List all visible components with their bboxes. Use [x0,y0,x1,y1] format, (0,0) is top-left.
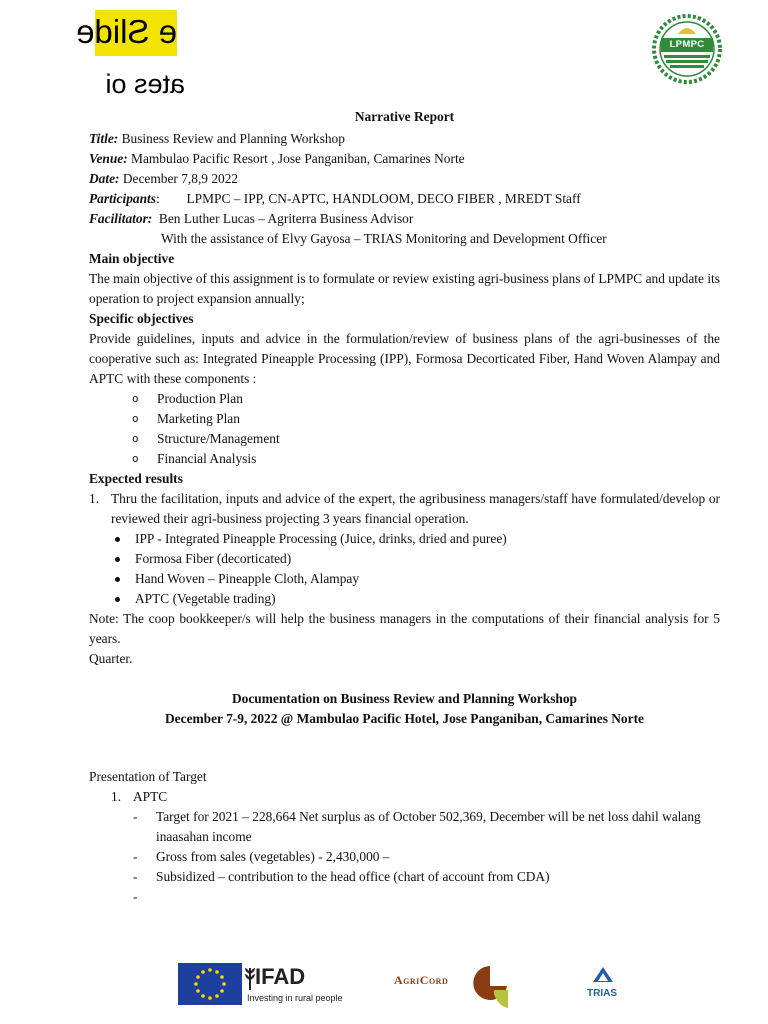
quarter-text: Quarter. [89,651,133,666]
components-list [89,389,720,469]
seal-text: LPMPC [669,39,705,50]
ifad-logo [243,962,343,1008]
field-facilitator [89,209,720,229]
list-item [89,529,720,549]
list-item-text: Thru the facilitation, inputs and advice of the expert, the agribusiness managers/staff have formulated/develop or reviewed their agri-business projecting 3 years financial operation. [111,491,720,526]
field-venue [89,149,720,169]
spacer [89,749,720,767]
main-objective-heading: Main objective [89,251,175,266]
list-item [89,489,720,529]
list-item-text: Production Plan [157,391,243,406]
banner-subtext: ates oi [105,69,185,99]
list-item [89,589,720,609]
list-item [89,549,720,569]
documentation-subtitle: December 7-9, 2022 @ Mambulao Pacific Hotel, Jose Panganiban, Camarines Norte [165,711,644,726]
field-value: Business Review and Planning Workshop [118,131,345,146]
aptc-detail-list [112,807,720,907]
field-label: Participants [89,191,156,206]
list-item-text: Marketing Plan [157,411,240,426]
bullet-dot [115,537,120,542]
field-participants [89,189,720,209]
list-number: 1. [89,491,100,506]
list-item-text: Structure/Management [157,431,280,446]
list-marker: o [132,392,139,405]
footer-logos [0,960,768,1012]
note-text: Note: The coop bookkeeper/s will help the business managers in the computations of their financial analysis for 5 years. [89,611,720,646]
eu-flag-logo [178,963,242,1005]
bullet-dot [115,577,120,582]
spacer [89,729,720,749]
documentation-title: Documentation on Business Review and Planning Workshop [231,691,577,706]
presentation-heading: Presentation of Target [89,769,207,784]
lpmpc-seal-logo [652,14,722,84]
expected-results-heading: Expected results [89,471,183,486]
agricord-wordmark: AgriCord [394,973,449,987]
spacer [89,669,720,689]
list-item-text: IPP - Integrated Pineapple Processing (Juice, drinks, dried and puree) [135,531,507,546]
agricord-mark-icon [470,964,510,1010]
list-marker: o [132,452,139,465]
dash-marker: - [133,869,138,884]
field-value: December 7,8,9 2022 [119,171,239,186]
ifad-wordmark: IFAD [255,964,306,989]
field-label: Date: [89,171,120,186]
list-item [112,867,720,887]
list-marker: o [132,432,139,445]
bullet-dot [115,597,120,602]
list-item-text: Financial Analysis [157,451,257,466]
list-item [89,449,720,469]
list-marker: o [132,412,139,425]
field-date [89,169,720,189]
business-bullets [89,529,720,609]
bullet-dot [115,557,120,562]
list-item [89,787,720,907]
list-item-text: APTC (Vegetable trading) [135,591,276,606]
trias-wordmark: TRIAS [587,988,617,999]
list-item [112,887,720,907]
field-label: Venue: [89,151,128,166]
list-item-text: Subsidized – contribution to the head office (chart of account from CDA) [156,869,550,884]
list-item [89,569,720,589]
list-item [112,807,720,847]
main-objective-text: The main objective of this assignment is to formulate or review existing agri-business plans of LPMPC and update its operation to project expansion annually; [89,271,720,306]
list-item-text: Target for 2021 – 228,664 Net surplus as of October 502,369, December will be net loss dahil walang inaasahan income [156,809,701,844]
facilitator-assist: With the assistance of Elvy Gayosa – TRIAS Monitoring and Development Officer [161,231,607,246]
list-item [89,409,720,429]
dash-marker: - [133,889,138,904]
list-item-text: Hand Woven – Pineapple Cloth, Alampay [135,571,360,586]
specific-objectives-text: Provide guidelines, inputs and advice in the formulation/review of business plans of the agri-businesses of the cooperative such as: Integrated Pineapple Processing (IPP), Formosa Decorticated Fiber, Hand Woven Alampay and APTC with these components : [89,331,720,386]
report-heading: Narrative Report [354,109,455,124]
list-item-text: APTC [133,789,168,804]
trias-logo [583,964,623,1010]
field-value: Mambulao Pacific Resort , Jose Panganiban, Camarines Norte [127,151,465,166]
specific-objectives-heading: Specific objectives [89,311,194,326]
field-title [89,129,720,149]
ifad-tagline: Investing in rural people [247,993,343,1003]
list-item-text: Formosa Fiber (decorticated) [135,551,292,566]
field-value: Ben Luther Lucas – Agriterra Business Advisor [152,211,414,226]
expected-results-list [89,489,720,529]
document-body [89,107,720,907]
target-list [89,787,720,907]
field-label: Facilitator: [89,211,153,226]
dash-marker: - [133,849,138,864]
eu-stars-icon [178,963,242,1005]
list-item [89,389,720,409]
list-item [89,429,720,449]
dash-marker: - [133,809,138,824]
list-item [112,847,720,867]
field-label: Title: [89,131,119,146]
banner-text: e Slide [76,13,177,50]
list-item-text: Gross from sales (vegetables) - 2,430,000 – [156,849,390,864]
slide-banner [76,10,177,56]
list-number: 1. [111,789,122,804]
field-value: : LPMPC – IPP, CN-APTC, HANDLOOM, DECO FIBER , MREDT Staff [155,191,581,206]
